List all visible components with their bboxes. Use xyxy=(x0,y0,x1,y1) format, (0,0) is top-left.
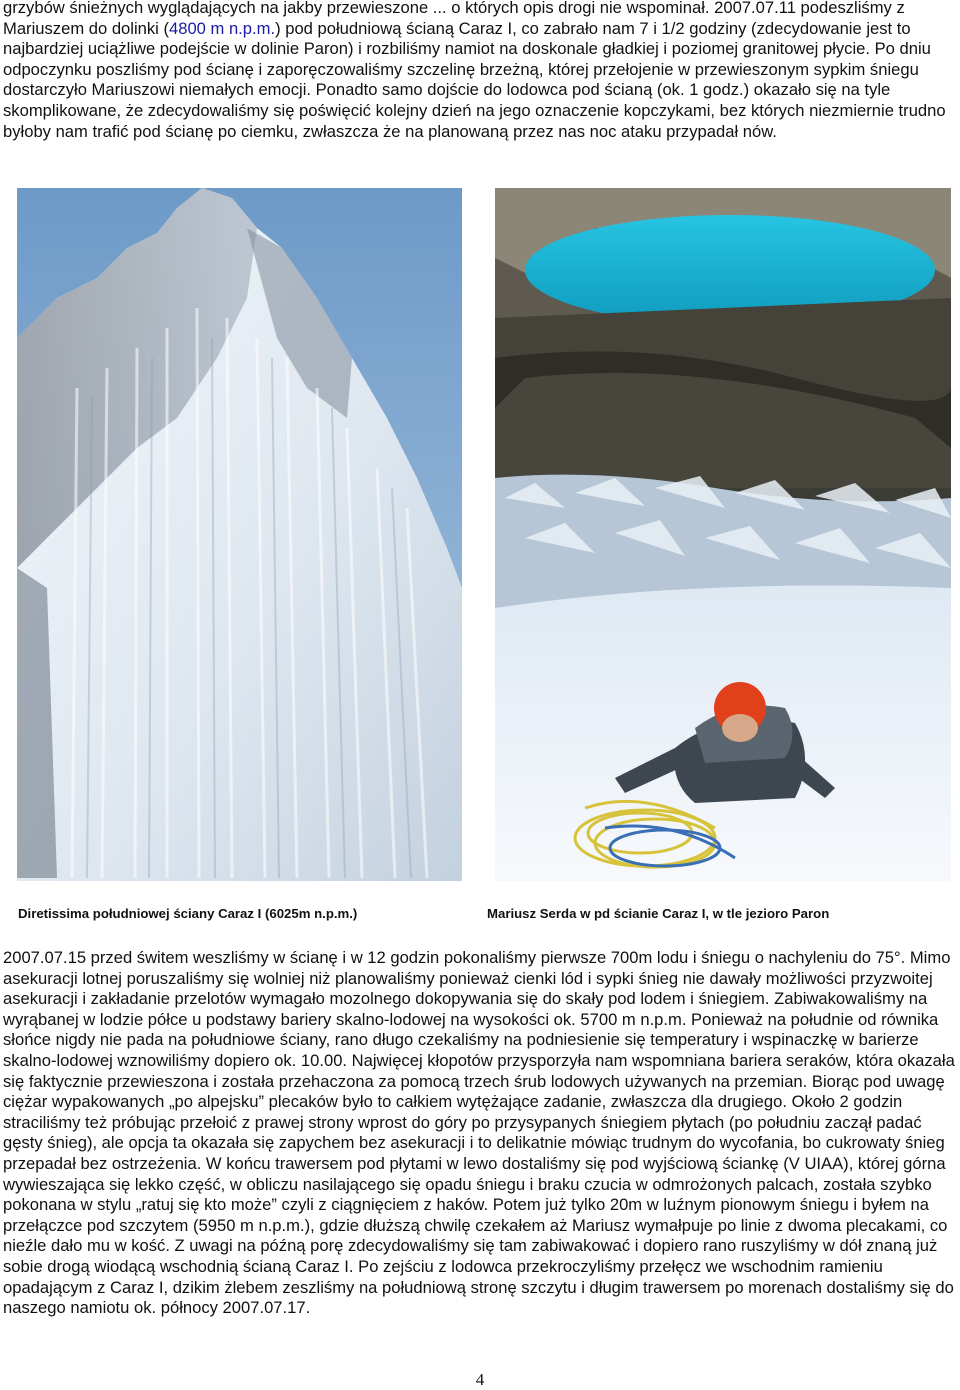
paragraph-top xyxy=(3,0,955,142)
paragraph-bottom: 2007.07.15 przed świtem weszliśmy w ścianę i w 12 godzin pokonaliśmy pierwsze 700m lodu i śniegu o nachyleniu do 75°. Mimo asekuracji lotnej poruszaliśmy się wolniej niż planowaliśmy ponieważ cienki lód i sypki śnieg nie dawały możliwości przyzwoitej asekuracji i zakładanie przelotów wymagało mozolnego dokopywania się do skały pod lodem i śniegiem. Zabiwakowaliśmy na wyrąbanej w lodzie półce u podstawy bariery skalno-lodowej na wysokości ok. 5700 m n.p.m. Ponieważ na południe od równika słońce nigdy nie pada na południowe ściany, rano długo czekaliśmy na podniesienie się temperatury i wspinaczkę w barierze skalno-lodowej wznowiliśmy dopiero ok. 10.00. Najwięcej kłopotów przysporzyła nam wspomniana bariera seraków, która okazała się faktycznie przewieszona i została przehaczona za pomocą trzech śrub lodowych używanych na przemian. Biorąc pod uwagę ciężar wypakowanych „po alpejsku” plecaków było to całkiem wytężające zadanie, zwłaszcza dla drugiego. Około 2 godzin straciliśmy też próbując przełoić z prawej strony wprost do góry po przysypanych śniegiem płytach (po południu zaczął padać gęsty śnieg), ale opcja ta okazała się zapychem bez asekuracji i to delikatnie mówiąc trudnym do wycofania, bo cukrowaty śnieg przepadał bez ostrzeżenia. W końcu trawersem pod płytami w lewo dostaliśmy się pod wyjściową ściankę (V UIAA), której górna wywieszająca się lekko część, w obliczu nasilającego się opadu śniegu i braku czucia w odmrożonych palcach, została szybko pokonana w stylu „ratuj się kto może” czyli z ciągnięciem z haków. Potem już tylko 20m w luźnym pionowym śniegu i byłem na przełączce pod szczytem (5950 m n.p.m.), gdzie dłuższą chwilę czekałem aż Mariusz wymałpuje po linie z dwoma plecakami, co nieźle dało mu w kość. Z uwagi na późną porę zdecydowaliśmy się tam zabiwakować i dopiero rano ruszyliśmy w dół znaną już sobie drogą wiodącą wschodnią ścianą Caraz I. Po zejściu z lodowca przekroczyliśmy przełęcz we wschodnim ramieniu opadającym z Caraz I, dzikim żlebem zeszliśmy na południową stronę szczytu i długim trawersem po morenach dostaliśmy się do naszego namiotu ok. północy 2007.07.17. xyxy=(3,948,955,1318)
paragraph-top-text-end: ) pod południową ścianą Caraz I, co zabrało nam 7 i 1/2 godziny (zdecydowanie jest to najbardziej uciążliwe podejście w dolinie Paron) i rozbiliśmy namiot na doskonale gładkiej i poziomej granitowej płycie. Po dniu odpoczynku poszliśmy pod ścianę i zaporęczowaliśmy szczelinę brzeżną, której przełojenie w przewieszonym sypkim śniegu dostarczyło Mariuszowi niemałych emocji. Ponadto samo dojście do lodowca pod ścianą (ok. 1 godz.) okazało się na tyle skomplikowane, że zdecydowaliśmy się poświęcić kolejny dzień na jego oznaczenie kopczykami, bez których niezmiernie trudno byłoby nam trafić pod ścianę po ciemku, zwłaszcza że na planowaną przez nas noc ataku przypadał nów. xyxy=(3,18,946,141)
photo-climber-paron-lake xyxy=(495,188,951,881)
mountain-face-image xyxy=(17,188,462,881)
photo-caption-right: Mariusz Serda w pd ścianie Caraz I, w tle jezioro Paron xyxy=(487,906,830,921)
photo-caption-left: Diretissima południowej ściany Caraz I (6025m n.p.m.) xyxy=(18,906,358,921)
photo-caraz-south-face xyxy=(17,188,462,881)
paragraph-top-text-start: grzybów śnieżnych wyglądających na jakby przewieszone ... o których opis drogi nie wspominał. 2007.07.11 podeszliśmy z Mariuszem do dolinki ( xyxy=(3,0,905,38)
altitude-link[interactable]: 4800 m n.p.m. xyxy=(169,18,276,38)
page-number: 4 xyxy=(475,1370,485,1389)
climber-image xyxy=(495,188,951,881)
